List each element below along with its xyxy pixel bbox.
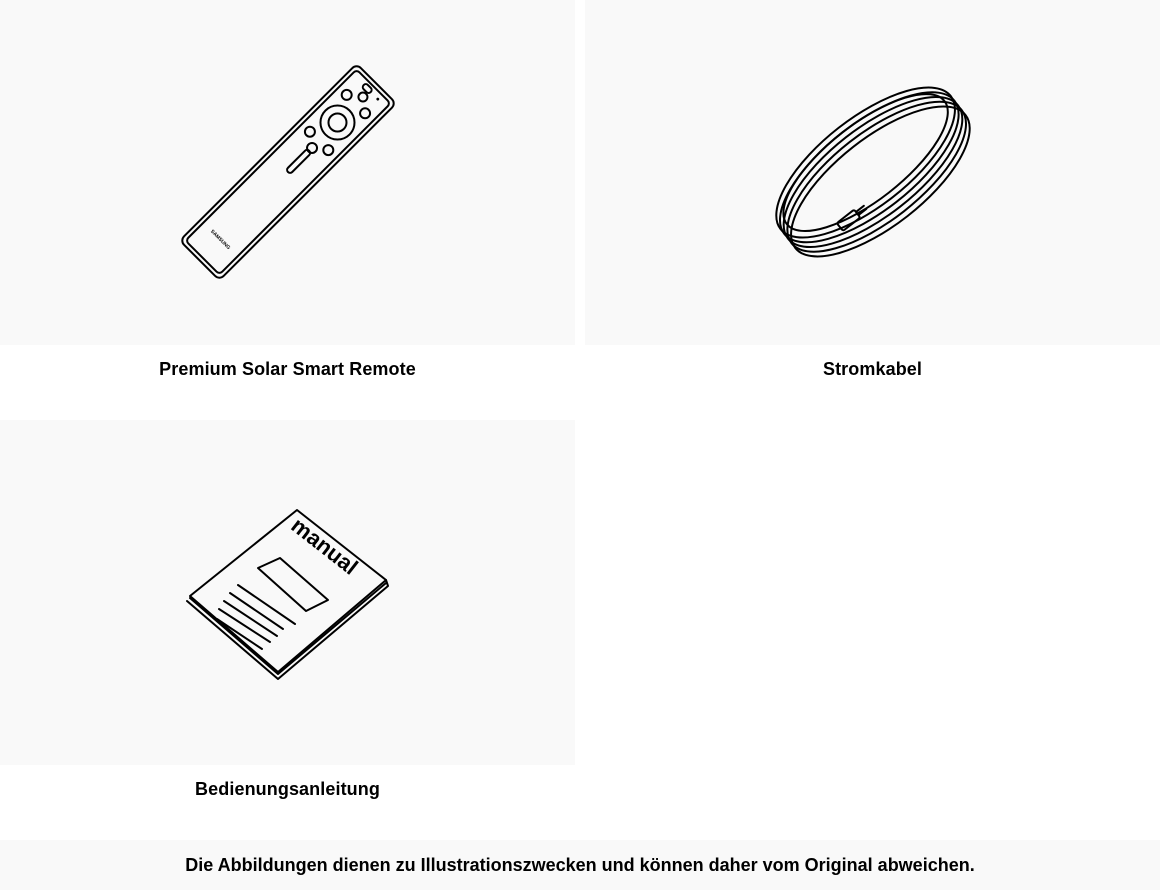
manual-booklet-icon	[0, 420, 575, 765]
manual-cover-text: manual	[286, 512, 363, 580]
remote-control-icon	[0, 0, 575, 345]
accessory-label-manual: Bedienungsanleitung	[195, 779, 380, 799]
remote-brand-text: SAMSUNG	[208, 228, 232, 252]
accessory-label-cable: Stromkabel	[822, 359, 923, 379]
disclaimer-bar	[0, 840, 1160, 890]
accessory-label-remote: Premium Solar Smart Remote	[159, 359, 416, 379]
power-cable-icon	[585, 0, 1160, 345]
cable-image-panel	[585, 0, 1160, 345]
remote-image-panel	[0, 0, 575, 345]
accessory-card-cable	[585, 0, 1160, 381]
disclaimer-text: Die Abbildungen dienen zu Illustrationszwecken und können daher vom Original abweichen.	[185, 855, 975, 875]
accessory-card-remote	[0, 0, 575, 381]
manual-image-panel	[0, 420, 575, 765]
accessory-card-manual	[0, 420, 575, 801]
